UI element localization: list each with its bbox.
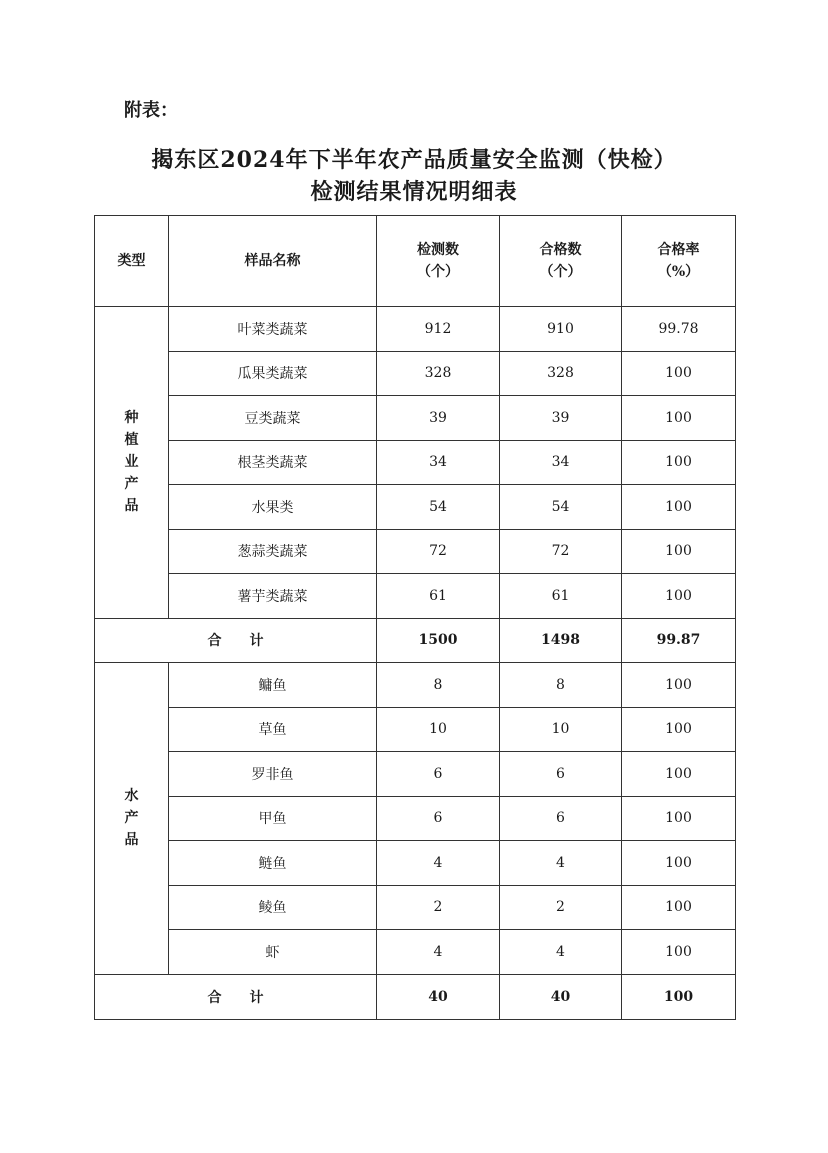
tested-count: 6	[377, 796, 500, 841]
category-char: 品	[124, 832, 139, 849]
header-sample-name: 样品名称	[169, 216, 377, 307]
table-row	[95, 796, 736, 841]
header-qualified-label: 合格数	[539, 242, 582, 258]
table-row	[95, 885, 736, 930]
tested-count: 2	[377, 885, 500, 930]
pass-rate: 100	[622, 707, 736, 752]
header-tested-count	[377, 216, 500, 307]
qualified-count: 4	[500, 930, 622, 975]
tested-count: 72	[377, 529, 500, 574]
sample-name: 鲢鱼	[169, 841, 377, 886]
table-row	[95, 396, 736, 441]
appendix-label: 附表：	[124, 100, 178, 121]
qualified-count: 8	[500, 663, 622, 708]
category-aquatic	[95, 663, 169, 975]
qualified-count: 10	[500, 707, 622, 752]
sample-name: 根茎类蔬菜	[169, 440, 377, 485]
qualified-count: 72	[500, 529, 622, 574]
category-char: 产	[124, 476, 139, 493]
tested-count: 6	[377, 752, 500, 797]
category-char: 植	[124, 432, 139, 449]
tested-count: 34	[377, 440, 500, 485]
total-row-aquatic	[95, 974, 736, 1019]
category-char: 产	[124, 810, 139, 827]
tested-count: 54	[377, 485, 500, 530]
table-row	[95, 485, 736, 530]
table-row	[95, 574, 736, 619]
qualified-count: 910	[500, 307, 622, 352]
pass-rate: 100	[622, 885, 736, 930]
total-tested: 1500	[377, 618, 500, 663]
table-row	[95, 440, 736, 485]
sample-name: 鲮鱼	[169, 885, 377, 930]
pass-rate: 100	[622, 663, 736, 708]
header-type: 类型	[95, 216, 169, 307]
total-tested: 40	[377, 974, 500, 1019]
tested-count: 39	[377, 396, 500, 441]
category-char: 种	[124, 410, 139, 427]
total-label: 合计	[95, 974, 377, 1019]
header-qualified-unit: （个）	[539, 264, 582, 280]
table-row	[95, 930, 736, 975]
sample-name: 水果类	[169, 485, 377, 530]
table-row	[95, 752, 736, 797]
header-tested-label: 检测数	[417, 242, 459, 258]
category-planting	[95, 307, 169, 619]
header-pass-rate	[622, 216, 736, 307]
tested-count: 10	[377, 707, 500, 752]
header-row	[95, 216, 736, 307]
total-label: 合计	[95, 618, 377, 663]
qualified-count: 34	[500, 440, 622, 485]
sample-name: 叶菜类蔬菜	[169, 307, 377, 352]
qualified-count: 6	[500, 752, 622, 797]
tested-count: 4	[377, 841, 500, 886]
pass-rate: 100	[622, 796, 736, 841]
qualified-count: 2	[500, 885, 622, 930]
qualified-count: 6	[500, 796, 622, 841]
table-row	[95, 307, 736, 352]
qualified-count: 54	[500, 485, 622, 530]
pass-rate: 100	[622, 841, 736, 886]
sample-name: 罗非鱼	[169, 752, 377, 797]
tested-count: 8	[377, 663, 500, 708]
tested-count: 912	[377, 307, 500, 352]
table-row	[95, 351, 736, 396]
pass-rate: 100	[622, 529, 736, 574]
table-row	[95, 707, 736, 752]
document-title-line2: 检测结果情况明细表	[310, 179, 518, 205]
table-row	[95, 529, 736, 574]
sample-name: 瓜果类蔬菜	[169, 351, 377, 396]
qualified-count: 39	[500, 396, 622, 441]
qualified-count: 328	[500, 351, 622, 396]
sample-name: 甲鱼	[169, 796, 377, 841]
category-char: 品	[124, 498, 139, 515]
sample-name: 薯芋类蔬菜	[169, 574, 377, 619]
tested-count: 328	[377, 351, 500, 396]
total-rate: 99.87	[622, 618, 736, 663]
pass-rate: 100	[622, 752, 736, 797]
table-row	[95, 841, 736, 886]
pass-rate: 99.78	[622, 307, 736, 352]
total-rate: 100	[622, 974, 736, 1019]
results-table	[94, 215, 736, 1020]
total-qualified: 1498	[500, 618, 622, 663]
header-rate-unit: （%）	[657, 264, 700, 280]
pass-rate: 100	[622, 930, 736, 975]
sample-name: 葱蒜类蔬菜	[169, 529, 377, 574]
header-tested-unit: （个）	[417, 264, 459, 280]
pass-rate: 100	[622, 485, 736, 530]
pass-rate: 100	[622, 440, 736, 485]
qualified-count: 61	[500, 574, 622, 619]
category-char: 业	[124, 454, 139, 471]
pass-rate: 100	[622, 396, 736, 441]
sample-name: 鳙鱼	[169, 663, 377, 708]
total-qualified: 40	[500, 974, 622, 1019]
sample-name: 草鱼	[169, 707, 377, 752]
header-rate-label: 合格率	[657, 242, 700, 258]
sample-name: 豆类蔬菜	[169, 396, 377, 441]
header-qualified-count	[500, 216, 622, 307]
pass-rate: 100	[622, 574, 736, 619]
table-row	[95, 663, 736, 708]
total-row-planting	[95, 618, 736, 663]
document-title-line1: 揭东区2024年下半年农产品质量安全监测（快检）	[151, 147, 677, 173]
tested-count: 61	[377, 574, 500, 619]
sample-name: 虾	[169, 930, 377, 975]
pass-rate: 100	[622, 351, 736, 396]
tested-count: 4	[377, 930, 500, 975]
category-char: 水	[124, 788, 139, 805]
qualified-count: 4	[500, 841, 622, 886]
